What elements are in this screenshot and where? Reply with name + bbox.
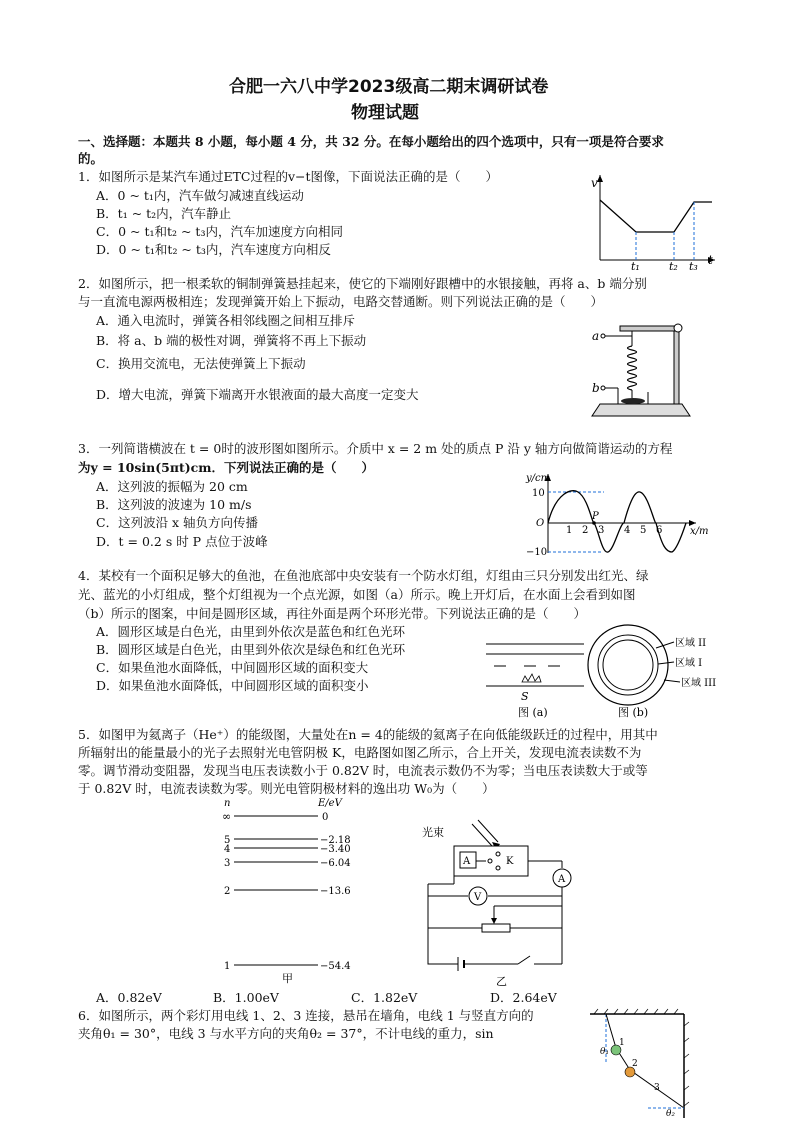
q6-wire3: 3 — [654, 1083, 660, 1093]
q2-option-a: A．通入电流时，弹簧各相邻线圈之间相互排斥 — [96, 313, 356, 328]
q2-a-label: a — [592, 329, 600, 343]
q6-lamp-figure — [588, 1012, 698, 1120]
q4-option-a: A．圆形区域是白色光，由里到外依次是蓝色和红色光环 — [96, 624, 406, 639]
q5-n2: 2 — [224, 886, 231, 897]
section-heading-cont: 的。 — [78, 151, 104, 166]
q3-yn10: −10 — [526, 547, 548, 558]
q4-option-d: D．如果鱼池水面降低，中间圆形区域的面积变小 — [96, 678, 369, 693]
q5-stem: 5．如图甲为氦离子（He⁺）的能级图，大量处在n = 4的能级的氦离子在向低能级跃迁的过程中，用其中 — [78, 727, 658, 742]
q4-region-3: 区域 III — [681, 678, 717, 689]
q3-p-label: P — [592, 511, 599, 522]
q4-fig-a-caption: 图 (a) — [518, 706, 548, 719]
q3-x3: 3 — [598, 525, 605, 536]
q1-option-c: C．0 ~ t₁和t₂ ~ t₃内，汽车加速度方向相同 — [96, 224, 343, 239]
q4-fig-b — [586, 624, 726, 719]
q5-n5: 5 — [224, 835, 231, 846]
q1-vt-graph — [590, 170, 720, 273]
exam-title: 合肥一六八中学2023级高二期末调研试卷 — [229, 77, 549, 97]
q5-option-b: B．1.00eV — [213, 990, 279, 1005]
q4-region-2: 区域 II — [675, 638, 707, 649]
q5-e5: −2.18 — [320, 835, 351, 846]
q3-option-c: C．这列波沿 x 轴负方向传播 — [96, 515, 259, 530]
q3-x1: 1 — [566, 525, 573, 536]
q5-option-a: A．0.82eV — [96, 990, 162, 1005]
q3-x5: 5 — [640, 525, 647, 536]
q1-v-label: v — [591, 176, 598, 190]
q2-option-d: D．增大电流，弹簧下端离开水银液面的最大高度一定变大 — [96, 387, 419, 402]
q5-voltmeter-label: V — [474, 892, 482, 903]
section-heading: 一、选择题：本题共 8 小题，每小题 4 分，共 32 分。在每小题给出的四个选项中，只有一项是符合要求 — [78, 134, 664, 149]
q6-stem-cont: 夹角θ₁ = 30°，电线 3 与水平方向的夹角θ₂ = 37°，不计电线的重力，sin — [78, 1026, 494, 1041]
q3-xlabel: x/m — [690, 526, 709, 537]
q5-energy-level-diagram — [218, 794, 378, 984]
q3-ylabel: y/cm — [526, 473, 551, 484]
q4-s-label: S — [521, 690, 529, 703]
q5-e3: −6.04 — [320, 858, 351, 869]
q5-e-inf: 0 — [322, 812, 329, 823]
q5-e1: −54.4 — [320, 961, 351, 972]
q4-stem-cont2: （b）所示的图案，中间是圆形区域，再往外面是两个环形光带。下列说法正确的是（ ） — [78, 606, 587, 621]
q5-photocell-circuit — [418, 794, 588, 994]
q5-stem-cont3: 于 0.82V 时，电流表读数为零。则光电管阴极材料的逸出功 W₀为（ ） — [78, 781, 495, 796]
q3-option-d: D．t = 0.2 s 时 P 点位于波峰 — [96, 534, 268, 549]
q1-stem: 1．如图所示是某汽车通过ETC过程的v−t图像，下面说法正确的是（ ） — [78, 169, 499, 184]
q4-stem: 4．某校有一个面积足够大的鱼池，在鱼池底部中央安装有一个防水灯组，灯组由三只分别发出红光、绿 — [78, 568, 649, 583]
q2-spring-apparatus — [590, 318, 700, 418]
q4-region-1: 区域 I — [675, 658, 703, 669]
q6-theta1: θ₁ — [600, 1047, 610, 1057]
q1-t3-label: t₃ — [689, 260, 698, 273]
q1-t1-label: t₁ — [631, 260, 640, 273]
q3-stem: 3．一列简谐横波在 t = 0时的波形图如图所示。介质中 x = 2 m 处的质点 P 沿 y 轴方向做简谐运动的方程 — [78, 441, 673, 456]
q3-origin: O — [536, 518, 545, 529]
q4-option-c: C．如果鱼池水面降低，中间圆形区域的面积变大 — [96, 660, 369, 675]
q5-e-header: E/eV — [318, 798, 342, 809]
q1-t-label: t — [708, 253, 713, 267]
q5-e4: −3.40 — [320, 844, 351, 855]
q3-stem-cont: 为y = 10sin(5πt)cm．下列说法正确的是（ ） — [78, 460, 374, 475]
q5-option-d: D．2.64eV — [490, 990, 557, 1005]
q5-stem-cont2: 零。调节滑动变阻器，发现当电压表读数小于 0.82V 时，电流表示数仍不为零；当电压表读数大于或等 — [78, 763, 648, 778]
q3-x2: 2 — [582, 525, 589, 536]
q1-option-b: B．t₁ ~ t₂内，汽车静止 — [96, 206, 232, 221]
q6-theta2: θ₂ — [666, 1109, 676, 1119]
q5-e2: −13.6 — [320, 886, 351, 897]
q3-y10: 10 — [532, 488, 545, 499]
q2-stem-cont: 与一直流电源两极相连；发现弹簧开始上下振动，电路交替通断。则下列说法正确的是（ ） — [78, 294, 604, 309]
q5-n4: 4 — [224, 844, 231, 855]
q3-wave-graph — [516, 468, 709, 558]
q5-anode-label: A — [463, 856, 471, 867]
q2-b-label: b — [592, 381, 600, 395]
q5-n3: 3 — [224, 858, 231, 869]
q1-option-a: A．0 ~ t₁内，汽车做匀减速直线运动 — [96, 188, 304, 203]
q4-fig-b-caption: 图 (b) — [618, 706, 649, 719]
q2-stem: 2．如图所示，把一根柔软的铜制弹簧悬挂起来，使它的下端刚好跟槽中的水银接触，再将 a、b 端分别 — [78, 276, 647, 291]
q1-option-d: D．0 ~ t₁和t₂ ~ t₃内，汽车速度方向相反 — [96, 242, 331, 257]
q3-x4: 4 — [624, 525, 631, 536]
q5-n1: 1 — [224, 961, 231, 972]
q3-option-a: A．这列波的振幅为 20 cm — [96, 479, 248, 494]
q3-option-b: B．这列波的波速为 10 m/s — [96, 497, 252, 512]
q2-option-b: B．将 a、b 端的极性对调，弹簧将不再上下振动 — [96, 333, 367, 348]
q5-beam-label: 光束 — [422, 826, 444, 839]
q5-yi-caption: 乙 — [496, 975, 507, 988]
q5-option-c: C．1.82eV — [351, 990, 418, 1005]
q5-n-header: n — [224, 798, 231, 809]
q5-n-inf: ∞ — [222, 810, 232, 823]
q5-cathode-label: K — [506, 856, 514, 867]
q6-wire1: 1 — [619, 1038, 625, 1048]
q3-x6: 6 — [656, 525, 663, 536]
q5-stem-cont1: 所辐射出的能量最小的光子去照射光电管阴极 K，电路图如图乙所示，合上开关，发现电流表读数不为 — [78, 745, 642, 760]
q1-t2-label: t₂ — [669, 260, 678, 273]
q5-jia-caption: 甲 — [282, 972, 293, 985]
q4-stem-cont1: 光、蓝光的小灯组成，整个灯组视为一个点光源，如图（a）所示。晚上开灯后，在水面上会看到如图 — [78, 587, 636, 602]
q5-ammeter-label: A — [558, 874, 566, 885]
q6-wire2: 2 — [632, 1059, 638, 1069]
exam-subtitle: 物理试题 — [351, 103, 419, 123]
q4-option-b: B．圆形区域是白色光，由里到外依次是绿色和红色光环 — [96, 642, 406, 657]
q2-option-c: C．换用交流电，无法使弹簧上下振动 — [96, 356, 306, 371]
q6-stem: 6．如图所示，两个彩灯用电线 1、2、3 连接，悬吊在墙角，电线 1 与竖直方向的 — [78, 1008, 534, 1023]
